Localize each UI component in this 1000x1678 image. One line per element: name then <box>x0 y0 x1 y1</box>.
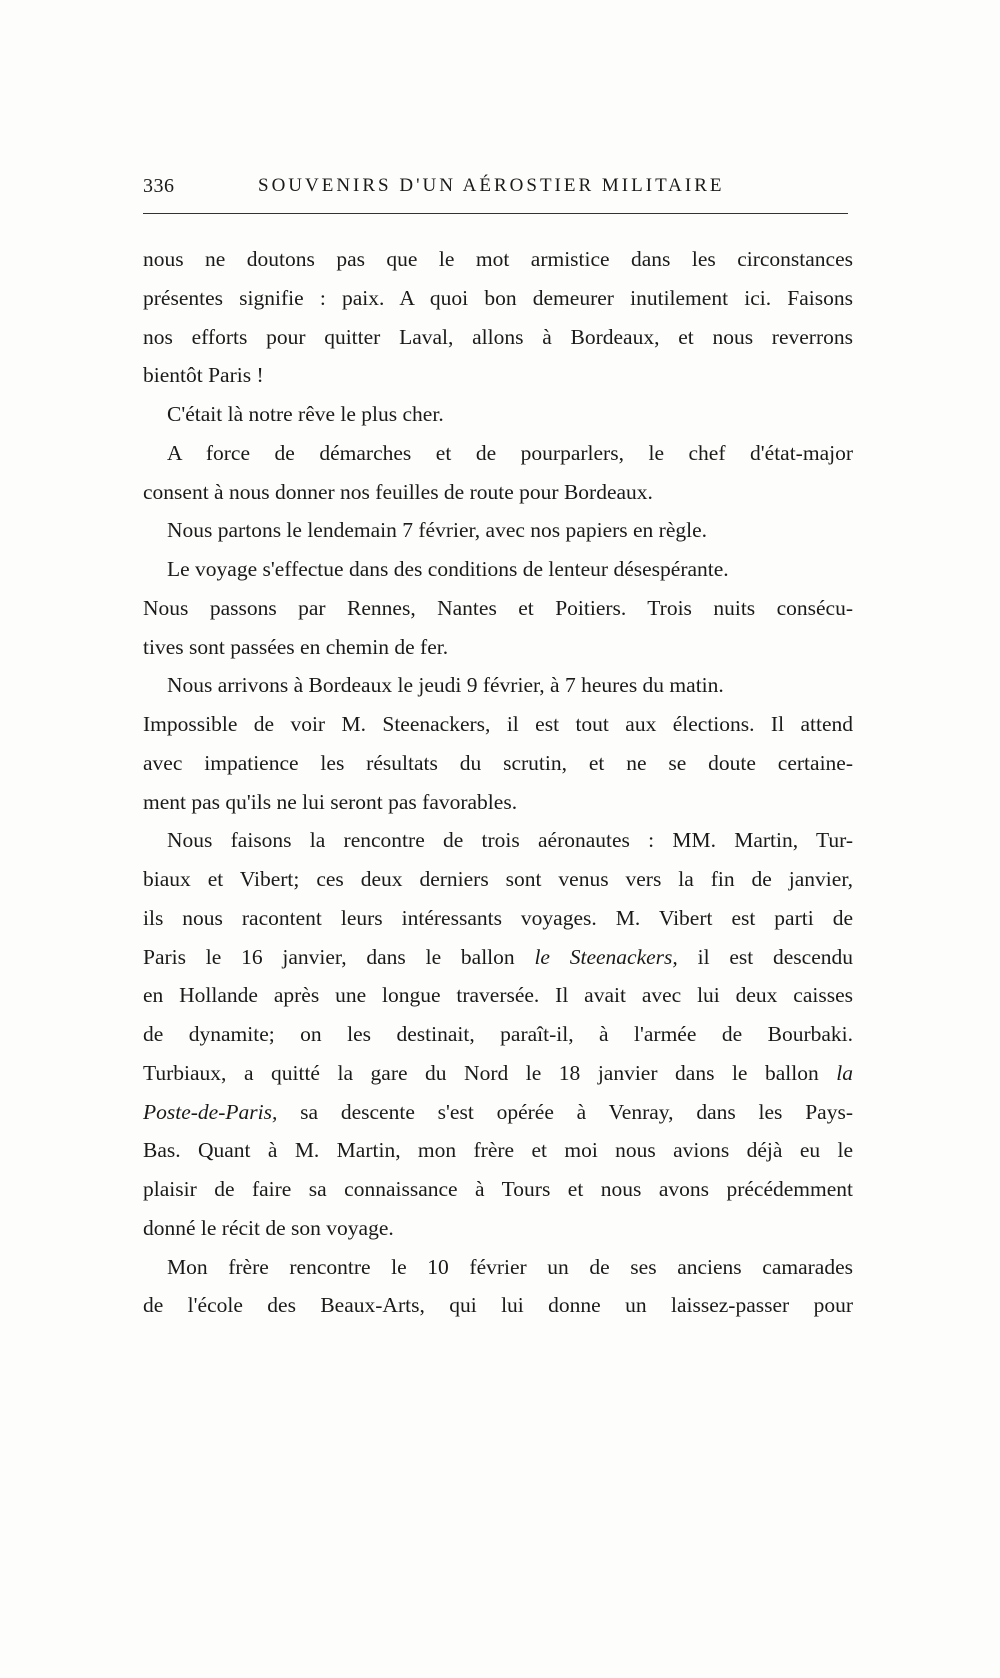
text-line <box>143 511 853 550</box>
text-segment: avec impatience les résultats du scrutin, et ne se doute certaine- <box>143 750 853 775</box>
text-segment: Nous partons le lendemain 7 février, avec nos papiers en règle. <box>167 518 708 543</box>
text-line <box>143 1054 853 1093</box>
page-number: 336 <box>143 175 175 197</box>
italic-text: la <box>836 1060 853 1085</box>
text-line <box>143 1015 853 1054</box>
text-segment: présentes signifie : paix. A quoi bon demeurer inutilement ici. Faisons <box>143 285 853 310</box>
text-line <box>143 318 853 357</box>
text-segment: bientôt Paris ! <box>143 363 264 388</box>
text-segment: de l'école des Beaux-Arts, qui lui donne un laissez-passer pour <box>143 1293 853 1318</box>
text-segment: A force de démarches et de pourparlers, le chef d'état-major <box>167 440 853 465</box>
text-segment: C'était là notre rêve le plus cher. <box>167 402 444 426</box>
text-segment: Le voyage s'effectue dans des conditions de lenteur désespérante. <box>167 557 729 581</box>
text-line <box>143 1209 853 1248</box>
text-segment: Nous arrivons à Bordeaux le jeudi 9 février, à 7 heures du matin. <box>167 673 724 698</box>
text-segment: Paris le 16 janvier, dans le ballon <box>143 944 535 969</box>
text-segment: Impossible de voir M. Steenackers, il est tout aux élections. Il attend <box>143 712 853 736</box>
text-segment: consent à nous donner nos feuilles de route pour Bordeaux. <box>143 479 653 504</box>
text-line <box>143 434 853 473</box>
text-line <box>143 1286 853 1325</box>
text-segment: Nous passons par Rennes, Nantes et Poitiers. Trois nuits consécu- <box>143 595 853 620</box>
text-line <box>143 589 853 628</box>
page-header <box>143 175 848 207</box>
text-line <box>143 395 853 434</box>
text-line <box>143 860 853 899</box>
text-segment: Nous faisons la rencontre de trois aéronautes : MM. Martin, Tur- <box>167 828 853 853</box>
text-segment: il est descendu <box>677 944 853 969</box>
body-text <box>143 240 853 1325</box>
text-line <box>143 279 853 318</box>
text-line <box>143 783 853 822</box>
text-line <box>143 976 853 1015</box>
text-segment: Bas. Quant à M. Martin, mon frère et moi nous avions déjà eu le <box>143 1138 853 1163</box>
text-line <box>143 938 853 977</box>
text-segment: plaisir de faire sa connaissance à Tours et nous avons précédemment <box>143 1177 853 1201</box>
text-line <box>143 473 853 512</box>
text-segment: ment pas qu'ils ne lui seront pas favorables. <box>143 789 518 814</box>
text-segment: de dynamite; on les destinait, paraît-il, à l'armée de Bourbaki. <box>143 1022 853 1046</box>
text-line <box>143 240 853 279</box>
text-line <box>143 1248 853 1287</box>
text-line <box>143 821 853 860</box>
text-segment: biaux et Vibert; ces deux derniers sont venus vers la fin de janvier, <box>143 867 853 891</box>
text-segment: Turbiaux, a quitté la gare du Nord le 18 janvier dans le ballon <box>143 1060 837 1085</box>
text-line <box>143 356 853 395</box>
italic-text: le Steenackers, <box>534 944 678 969</box>
text-line <box>143 550 853 589</box>
text-line <box>143 1131 853 1170</box>
italic-text: Poste-de-Paris, <box>143 1099 278 1124</box>
text-segment: sa descente s'est opérée à Venray, dans les Pays- <box>277 1099 853 1124</box>
text-line <box>143 628 853 667</box>
text-segment: en Hollande après une longue traversée. Il avait avec lui deux caisses <box>143 983 853 1008</box>
running-title: SOUVENIRS D'UN AÉROSTIER MILITAIRE <box>258 175 725 196</box>
text-segment: nos efforts pour quitter Laval, allons à Bordeaux, et nous reverrons <box>143 324 853 349</box>
header-rule <box>143 213 848 214</box>
text-line <box>143 1170 853 1209</box>
text-segment: tives sont passées en chemin de fer. <box>143 634 449 659</box>
text-line <box>143 1093 853 1132</box>
text-line <box>143 744 853 783</box>
text-line <box>143 666 853 705</box>
text-segment: nous ne doutons pas que le mot armistice dans les circonstances <box>143 247 853 271</box>
text-line <box>143 705 853 744</box>
text-segment: Mon frère rencontre le 10 février un de ses anciens camarades <box>167 1254 853 1279</box>
text-line <box>143 899 853 938</box>
text-segment: donné le récit de son voyage. <box>143 1215 394 1240</box>
text-segment: ils nous racontent leurs intéressants voyages. M. Vibert est parti de <box>143 905 853 930</box>
